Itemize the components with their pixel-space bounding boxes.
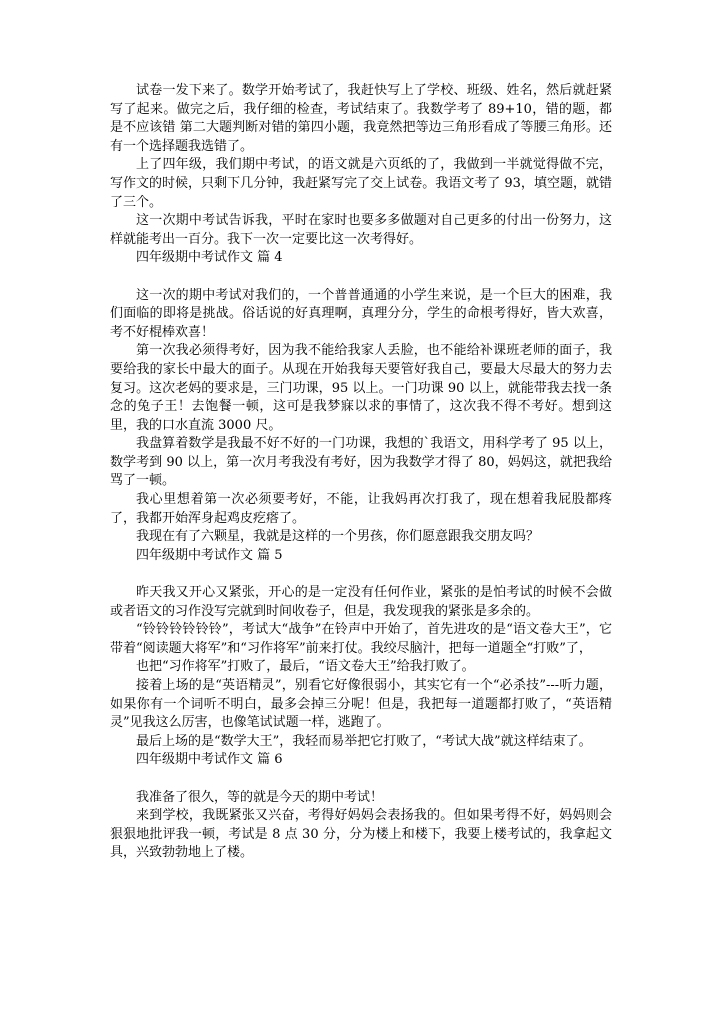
paragraph: 接着上场的是“英语精灵”，别看它好像很弱小，其实它有一个“必杀技”---听力题，如果你有一个词听不明白，最多会掉三分呢！但是，我把每一道题都打败了，“英语精灵”见我这么厉害，也像笔试试题一样，逃跑了。 <box>110 678 612 731</box>
section-title: 四年级期中考试作文 篇 6 <box>136 752 283 768</box>
paragraph: 我心里想着第一次必须要考好，不能，让我妈再次打我了，现在想着我屁股都疼了，我都开始浑身起鸡皮疙瘩了。 <box>110 492 612 526</box>
paragraph: 上了四年级，我们期中考试，的语文就是六页纸的了，我做到一半就觉得做不完，写作文的时候，只剩下几分钟，我赶紧写完了交上试卷。我语文考了 93，填空题，就错了三个。 <box>110 157 612 210</box>
blank-line <box>110 268 612 287</box>
paragraph: 来到学校，我既紧张又兴奋，考得好妈妈会表扬我的。但如果考得不好，妈妈则会狠狠地批评我一顿，考试是 8 点 30 分，分为楼上和楼下，我要上楼考试的，我拿起文具，兴致勃勃地上了楼。 <box>110 808 612 861</box>
paragraph: 昨天我又开心又紧张，开心的是一定没有任何作业，紧张的是怕考试的时候不会做或者语文的习作没写完就到时间收卷子，但是，我发现我的紧张是多余的。 <box>110 585 612 619</box>
paragraph: 也把“习作将军”打败了，最后，“语文卷大王”给我打败了。 <box>136 659 475 675</box>
paragraph: 试卷一发下来了。数学开始考试了，我赶快写上了学校、班级、姓名，然后就赶紧写了起来。做完之后，我仔细的检查，考试结束了。我数学考了 89+10，错的题，都是不应该错 第二大题判断对错的第四小题，我竟然把等边三角形看成了等腰三角形。还有一个选择题我选错了。 <box>110 83 612 154</box>
paragraph: 我现在有了六颗星，我就是这样的一个男孩，你们愿意跟我交朋友吗？ <box>136 529 540 545</box>
section-title: 四年级期中考试作文 篇 5 <box>136 547 283 563</box>
section-title: 四年级期中考试作文 篇 4 <box>136 250 283 266</box>
essay-section-3 <box>110 82 612 249</box>
paragraph: 我准备了很久，等的就是今天的期中考试！ <box>136 789 384 805</box>
document-body <box>110 82 612 863</box>
essay-section-5 <box>110 547 612 752</box>
essay-section-6 <box>110 751 612 863</box>
essay-section-4 <box>110 249 612 547</box>
blank-line <box>110 770 612 789</box>
paragraph: “铃铃铃铃铃铃”，考试大“战争”在铃声中开始了，首先进攻的是“语文卷大王”，它带着“阅读题大将军”和“习作将军”前来打仗。我绞尽脑汁，把每一道题全“打败”了， <box>110 622 612 656</box>
paragraph: 第一次我必须得考好，因为我不能给我家人丢脸，也不能给补课班老师的面子，我要给我的家长中最大的面子。从现在开始我每天要管好我自己，要最大尽最大的努力去复习。这次老妈的要求是，三门功课，95 以上。一门功课 90 以上，就能带我去找一条念的兔子王！去饱餐一顿，这可是我梦寐以求的事情了，这次我不得不考好。想到这里，我的口水直流 3000 尺。 <box>110 343 612 433</box>
blank-line <box>110 565 612 584</box>
paragraph: 这一次的期中考试对我们的，一个普普通通的小学生来说，是一个巨大的困难，我们面临的即将是挑战。俗话说的好真理啊，真理分分，学生的命根考得好，皆大欢喜，考不好棍棒欢喜！ <box>110 287 612 340</box>
paragraph: 最后上场的是“数学大王”，我轻而易举把它打败了，“考试大战”就这样结束了。 <box>136 733 592 749</box>
paragraph: 这一次期中考试告诉我，平时在家时也要多多做题对自己更多的付出一份努力，这样就能考出一百分。我下一次一定要比这一次考得好。 <box>110 213 612 247</box>
paragraph: 我盘算着数学是我最不好不好的一门功课，我想的`我语文，用科学考了 95 以上，数学考到 90 以上，第一次月考我没有考好，因为我数学才得了 80，妈妈这，就把我给骂了一顿。 <box>110 436 612 489</box>
